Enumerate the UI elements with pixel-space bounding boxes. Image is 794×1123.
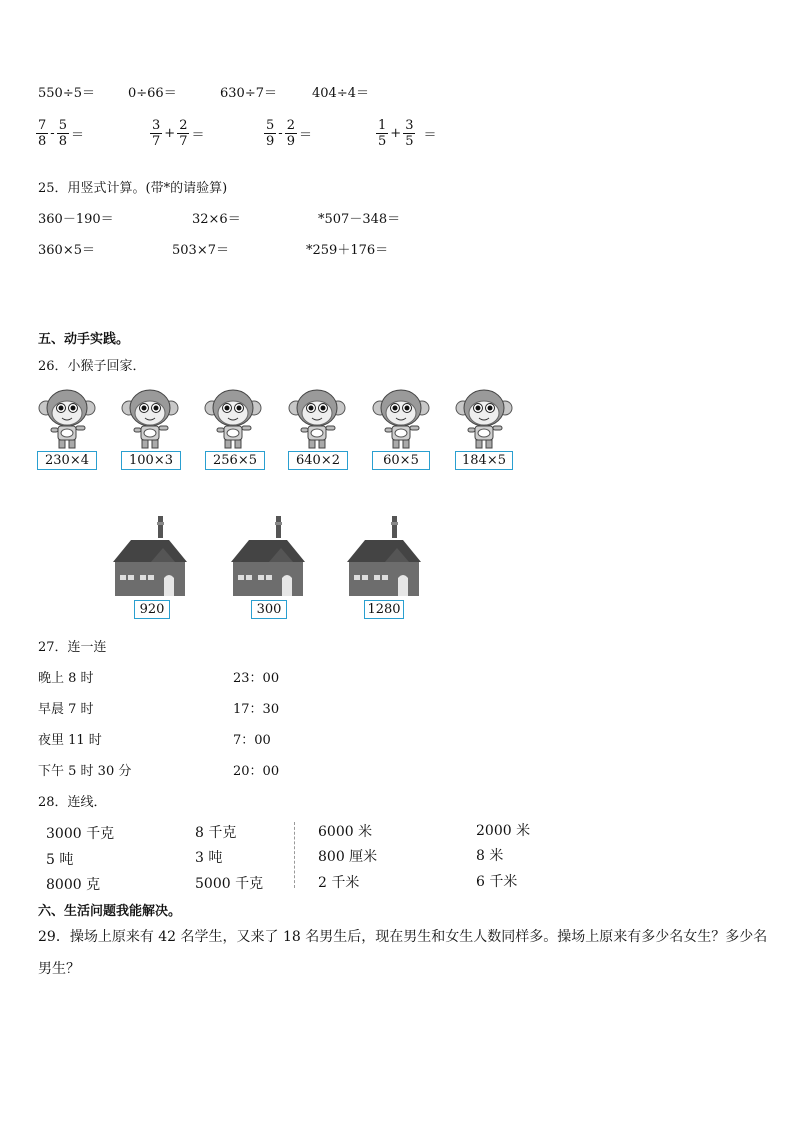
q28-col4-1: 2000 米: [476, 823, 531, 839]
q27-left-3: 夜里 11 时: [38, 733, 102, 748]
house-icon: [347, 512, 421, 602]
q27-left-4: 下午 5 时 30 分: [38, 764, 132, 779]
fraction-expr-3: [264, 118, 314, 149]
q27-title: 27．连一连: [38, 640, 107, 655]
q28-col1-2: 5 吨: [46, 852, 74, 868]
q28-col3-1: 6000 米: [318, 824, 373, 840]
fraction-expr-2: [150, 118, 206, 149]
operator: -: [278, 126, 283, 141]
house-label-1: 920: [134, 600, 170, 619]
house-label-2: 300: [251, 600, 287, 619]
q29-text-line1: 29．操场上原来有 42 名学生，又来了 18 名男生后，现在男生和女生人数同样多。操场上原来有多少名女生？多少名: [38, 929, 768, 945]
q25-expr-6: *259＋176＝: [306, 243, 389, 258]
expr-0-div-66: 0÷66＝: [128, 86, 177, 101]
numerator: 2: [179, 118, 188, 133]
house-icon: [113, 512, 187, 602]
monkey-label-3: 256×5: [205, 451, 265, 470]
q27-right-1: 23：00: [233, 671, 280, 686]
monkey-icon: [371, 388, 431, 450]
denominator: 7: [152, 134, 161, 149]
monkey-icon: [120, 388, 180, 450]
house-icon: [231, 512, 305, 602]
numerator: 2: [286, 118, 295, 133]
denominator: 9: [286, 134, 295, 149]
q25-expr-5: 503×7＝: [172, 243, 229, 258]
fraction-expr-4: [376, 118, 438, 149]
monkey-icon: [454, 388, 514, 450]
monkey-label-6: 184×5: [455, 451, 513, 470]
numerator: 1: [378, 118, 387, 133]
monkey-label-4: 640×2: [288, 451, 348, 470]
numerator: 3: [405, 118, 414, 133]
q28-col3-3: 2 千米: [318, 875, 360, 891]
q28-title: 28．连线．: [38, 795, 107, 810]
q25-expr-2: 32×6＝: [192, 212, 241, 227]
q25-expr-3: *507－348＝: [318, 212, 401, 227]
q26-title: 26．小猴子回家．: [38, 359, 146, 374]
monkey-label-1: 230×4: [37, 451, 97, 470]
fraction-expr-1: [36, 118, 86, 149]
q27-right-2: 17：30: [233, 702, 280, 717]
operator: +: [390, 126, 402, 141]
denominator: 9: [266, 134, 275, 149]
numerator: 5: [266, 118, 275, 133]
operator: -: [50, 126, 55, 141]
monkey-icon: [203, 388, 263, 450]
denominator: 8: [38, 134, 47, 149]
monkey-icon: [287, 388, 347, 450]
q28-col2-2: 3 吨: [195, 850, 223, 866]
denominator: 5: [405, 134, 414, 149]
numerator: 3: [152, 118, 161, 133]
q27-left-2: 早晨 7 时: [38, 702, 94, 717]
q27-left-1: 晚上 8 时: [38, 671, 94, 686]
q29-text-line2: 男生？: [38, 961, 80, 977]
numerator: 7: [38, 118, 47, 133]
expr-404-div-4: 404÷4＝: [312, 86, 369, 101]
q28-col1-1: 3000 千克: [46, 826, 115, 842]
dashed-divider: [294, 822, 295, 888]
q25-expr-1: 360－190＝: [38, 212, 114, 227]
q25-title: 25．用竖式计算。(带*的请验算): [38, 181, 228, 196]
q28-col4-3: 6 千米: [476, 874, 518, 890]
section-6-heading: 六、生活问题我能解决。: [38, 904, 182, 919]
q28-col3-2: 800 厘米: [318, 849, 378, 865]
expr-550-div-5: 550÷5＝: [38, 86, 95, 101]
q25-expr-4: 360×5＝: [38, 243, 95, 258]
q28-col4-2: 8 米: [476, 848, 504, 864]
section-5-heading: 五、动手实践。: [38, 332, 130, 347]
q27-right-4: 20：00: [233, 764, 280, 779]
equals-sign: ＝: [70, 128, 84, 143]
numerator: 5: [58, 118, 67, 133]
denominator: 7: [179, 134, 188, 149]
equals-sign: ＝: [298, 128, 312, 143]
denominator: 5: [378, 134, 387, 149]
operator: +: [164, 126, 176, 141]
equals-sign: ＝: [191, 128, 205, 143]
house-label-3: 1280: [364, 600, 404, 619]
monkey-icon: [37, 388, 97, 450]
monkey-label-2: 100×3: [121, 451, 181, 470]
q28-col1-3: 8000 克: [46, 877, 101, 893]
denominator: 8: [58, 134, 67, 149]
q27-right-3: 7：00: [233, 733, 271, 748]
q28-col2-3: 5000 千克: [195, 876, 264, 892]
expr-630-div-7: 630÷7＝: [220, 86, 277, 101]
equals-sign: ＝: [423, 128, 437, 143]
q28-col2-1: 8 千克: [195, 825, 237, 841]
monkey-label-5: 60×5: [372, 451, 430, 470]
